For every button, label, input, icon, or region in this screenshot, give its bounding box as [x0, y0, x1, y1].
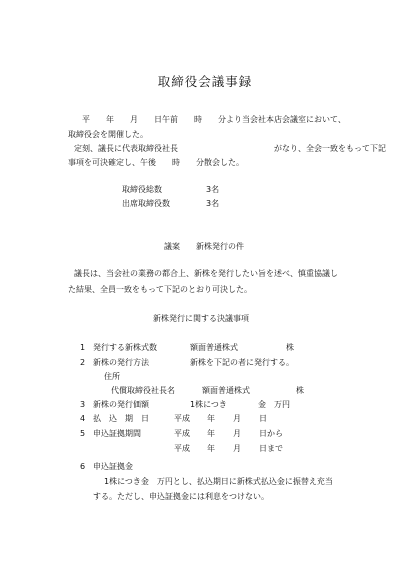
- item-6-number: 6: [80, 462, 86, 471]
- item-4-era: 平成: [174, 414, 190, 423]
- item-5-day-until: 日まで: [259, 444, 283, 453]
- item-5-month: 月: [233, 429, 241, 438]
- item-1-unit: 株: [286, 343, 294, 352]
- item-2-value: 新株を下記の者に発行する。: [190, 358, 294, 367]
- item-6-label: 申込証拠金: [93, 462, 133, 471]
- page-title: 取締役会議事録: [157, 74, 253, 89]
- item-3-value: 1株につき: [190, 400, 227, 409]
- representative-label: 代償取締役社長名: [111, 386, 175, 395]
- representative-unit: 株: [296, 386, 304, 395]
- resolution-line-2: た結果、全員一致をもって下記のとおり可決した。: [68, 285, 252, 294]
- item-2-number: 2: [80, 358, 86, 367]
- item-4-label: 払 込 期 日: [93, 414, 149, 423]
- item-3-label: 新株の発行価額: [93, 400, 149, 409]
- item-4-year: 年: [207, 414, 215, 423]
- item-5-month-end: 月: [233, 444, 241, 453]
- item-5-number: 5: [80, 429, 86, 438]
- item-5-label: 申込証拠期間: [93, 429, 141, 438]
- item-3-number: 3: [80, 400, 86, 409]
- resolution-line-1: 議長は、当会社の業務の都合上、新株を発行したい旨を述べ、慎重協議し: [74, 269, 338, 278]
- item-5-era-end: 平成: [174, 444, 190, 453]
- agenda-title: 新株発行の件: [196, 242, 244, 251]
- item-1-label: 発行する新株式数: [93, 343, 157, 352]
- item-5-day-from: 日から: [259, 429, 283, 438]
- opening-line-2: 取締役会を開催した。: [68, 130, 148, 139]
- item-4-month: 月: [233, 414, 241, 423]
- agenda-label: 議案: [164, 242, 180, 251]
- item-5-year-end: 年: [207, 444, 215, 453]
- item-5-era: 平成: [174, 429, 190, 438]
- item-5-year: 年: [207, 429, 215, 438]
- item-2-label: 新株の発行方法: [93, 358, 149, 367]
- opening-line-3: 定刻、議長に代表取締役社長 がなり、全会一致をもって下記: [74, 144, 386, 153]
- opening-line-1: 平 年 月 日午前 時 分より当会社本店会議室において、: [82, 115, 346, 124]
- item-1-value: 額面普通株式: [190, 343, 238, 352]
- opening-line-4: 事項を可決確定し、午後 時 分散会した。: [68, 158, 244, 167]
- representative-value: 額面普通株式: [202, 386, 250, 395]
- attending-directors-label: 出席取締役数: [122, 199, 170, 208]
- total-directors-label: 取締役総数: [122, 185, 162, 194]
- matters-heading: 新株発行に関する決議事項: [153, 314, 249, 323]
- item-1-number: 1: [80, 343, 86, 352]
- item-4-number: 4: [80, 414, 86, 423]
- item-6-text-2: する。ただし、申込証拠金には利息をつけない。: [93, 492, 269, 501]
- item-3-unit: 金 万円: [258, 400, 290, 409]
- total-directors-value: 3名: [206, 185, 220, 194]
- item-6-text-1: 1株につき金 万円とし、払込期日に新株式払込金に振替え充当: [104, 477, 333, 486]
- item-4-day: 日: [259, 414, 267, 423]
- attending-directors-value: 3名: [206, 199, 220, 208]
- address-label: 住所: [104, 372, 120, 381]
